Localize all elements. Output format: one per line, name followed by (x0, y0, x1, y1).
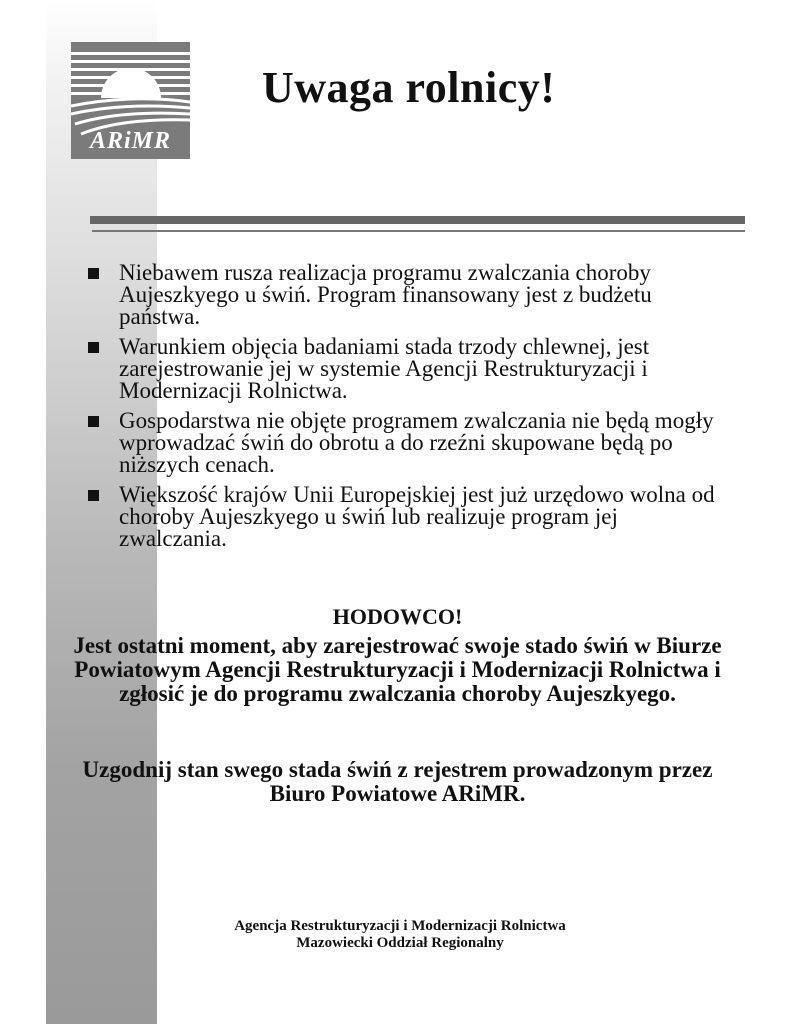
footer (100, 918, 700, 952)
logo-text: ARiMR (89, 128, 172, 154)
callout-secondary-text: Uzgodnij stan swego stada świń z rejestrem prowadzonym przez Biuro Powiatowe ARiMR. (82, 757, 713, 806)
square-bullet-icon (88, 416, 99, 427)
callout-heading: HODOWCO! (332, 604, 463, 629)
footer-agency-name: Agencja Restrukturyzacji i Modernizacji Rolnictwa (234, 918, 566, 934)
bullet-list (86, 262, 726, 558)
arimr-logo (71, 42, 190, 159)
bullet-text: Niebawem rusza realizacja programu zwalczania choroby Aujeszkyego u świń. Program finansowany jest z budżetu państwa. (119, 260, 652, 329)
square-bullet-icon (88, 342, 99, 353)
square-bullet-icon (88, 268, 99, 279)
divider-thick (90, 216, 745, 224)
callout-main-text: Jest ostatni moment, aby zarejestrować swoje stado świń w Biurze Powiatowym Agencji Restrukturyzacji i Modernizacji Rolnictwa i zgłosić je do programu zwalczania choroby Aujeszkyego. (73, 633, 722, 706)
list-item (86, 262, 726, 328)
bullet-text: Warunkiem objęcia badaniami stada trzody chlewnej, jest zarejestrowanie jej w systemie Agencji Restrukturyzacji i Modernizacji Rolnictwa. (119, 334, 650, 403)
footer-regional-office: Mazowiecki Oddział Regionalny (296, 935, 504, 951)
bullet-text: Gospodarstwa nie objęte programem zwalczania nie będą mogły wprowadzać świń do obrotu a do rzeźni skupowane będą po niższych cenach. (119, 408, 714, 477)
list-item (86, 484, 726, 550)
square-bullet-icon (88, 490, 99, 501)
list-item (86, 336, 726, 402)
list-item (86, 410, 726, 476)
divider-thin (92, 230, 745, 232)
page-title: Uwaga rolnicy! (262, 63, 556, 112)
bullet-text: Większość krajów Unii Europejskiej jest już urzędowo wolna od choroby Aujeszkyego u świń lub realizuje program jej zwalczania. (119, 482, 715, 551)
